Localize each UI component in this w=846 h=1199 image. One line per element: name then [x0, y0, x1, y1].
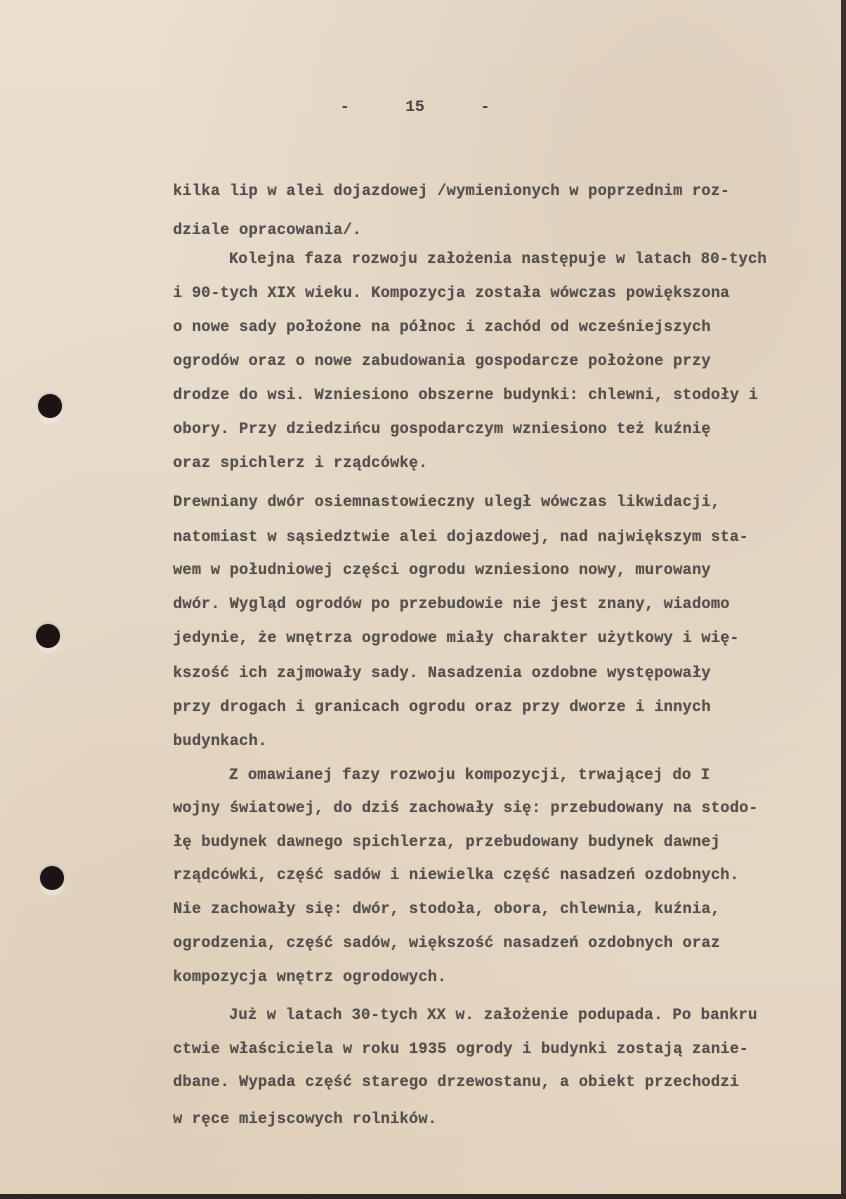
page-number: 15: [405, 98, 425, 116]
scan-edge-right: [841, 0, 846, 1199]
text-line: ogrodów oraz o nowe zabudowania gospodarcze położone przy: [173, 352, 711, 370]
text-line: wojny światowej, do dziś zachowały się: przebudowany na stodo-: [173, 799, 759, 817]
text-line: jedynie, że wnętrza ogrodowe miały charakter użytkowy i wię-: [173, 629, 740, 647]
page-number-dash-left: -: [340, 98, 350, 116]
text-line: drodze do wsi. Wzniesiono obszerne budynki: chlewni, stodoły i: [173, 386, 759, 404]
text-line: budynkach.: [173, 732, 268, 750]
text-line: Kolejna faza rozwoju założenia następuje w latach 80-tych: [229, 250, 767, 268]
text-line: ctwie właściciela w roku 1935 ogrody i budynki zostają zanie-: [173, 1040, 749, 1058]
text-line: obory. Przy dziedzińcu gospodarczym wzniesiono też kuźnię: [173, 420, 711, 438]
text-line: kompozycja wnętrz ogrodowych.: [173, 968, 447, 986]
punch-hole-middle: [36, 624, 60, 648]
text-line: oraz spichlerz i rządcówkę.: [173, 454, 428, 472]
text-line: kilka lip w alei dojazdowej /wymienionych w poprzednim roz-: [173, 182, 730, 200]
scan-edge-bottom: [0, 1194, 846, 1199]
text-line: dziale opracowania/.: [173, 221, 362, 239]
text-line: ogrodzenia, część sadów, większość nasadzeń ozdobnych oraz: [173, 934, 721, 952]
page-number-dash-right: -: [480, 98, 490, 116]
punch-hole-top: [38, 394, 62, 418]
text-line: dbane. Wypada część starego drzewostanu, a obiekt przechodzi: [173, 1073, 740, 1091]
text-line: rządcówki, część sadów i niewielka część nasadzeń ozdobnych.: [173, 866, 740, 884]
text-line: wem w południowej części ogrodu wzniesiono nowy, murowany: [173, 561, 711, 579]
text-line: przy drogach i granicach ogrodu oraz przy dworze i innych: [173, 698, 711, 716]
text-line: natomiast w sąsiedztwie alei dojazdowej, nad największym sta-: [173, 528, 749, 546]
text-line: dwór. Wygląd ogrodów po przebudowie nie jest znany, wiadomo: [173, 595, 730, 613]
text-line: łę budynek dawnego spichlerza, przebudowany budynek dawnej: [173, 833, 721, 851]
text-line: o nowe sady położone na północ i zachód od wcześniejszych: [173, 318, 711, 336]
punch-hole-bottom: [40, 866, 64, 890]
text-line: Już w latach 30-tych XX w. założenie podupada. Po bankru: [229, 1006, 758, 1024]
page-number-header: [340, 98, 490, 116]
text-line: i 90-tych XIX wieku. Kompozycja została wówczas powiększona: [173, 284, 730, 302]
text-line: Drewniany dwór osiemnastowieczny uległ wówczas likwidacji,: [173, 493, 721, 511]
text-line: kszość ich zajmowały sady. Nasadzenia ozdobne występowały: [173, 664, 711, 682]
text-line: w ręce miejscowych rolników.: [173, 1110, 438, 1128]
text-line: Nie zachowały się: dwór, stodoła, obora, chlewnia, kuźnia,: [173, 900, 721, 918]
text-line: Z omawianej fazy rozwoju kompozycji, trwającej do I: [229, 766, 711, 784]
